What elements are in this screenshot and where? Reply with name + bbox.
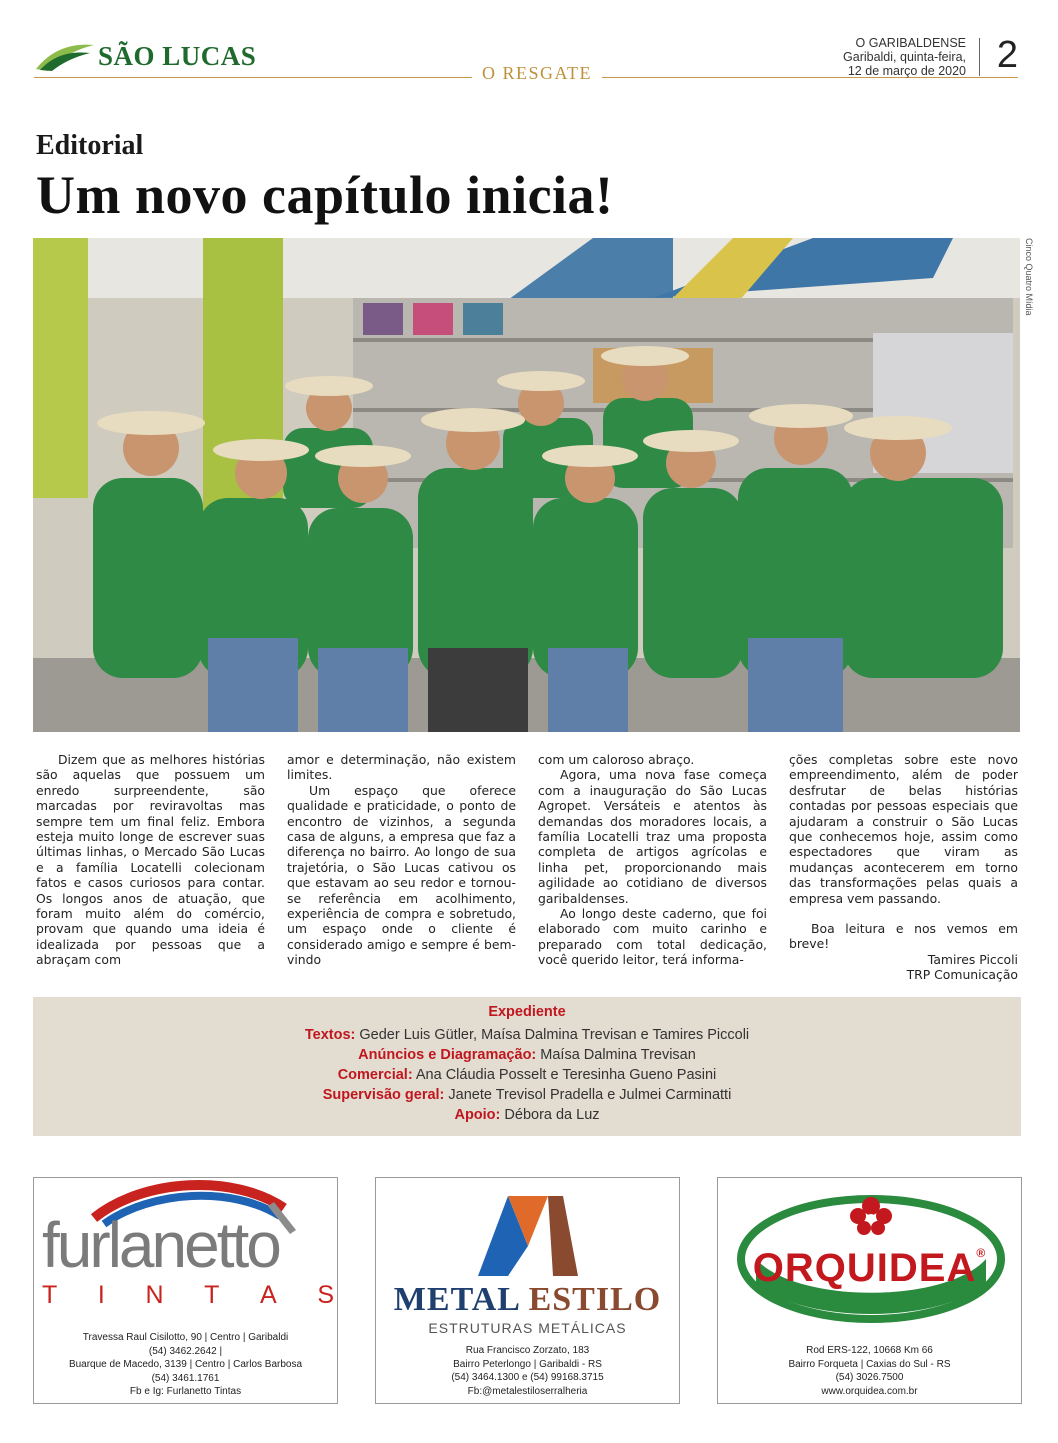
logo-letter: S: [317, 1281, 334, 1309]
ad-address: [376, 1344, 679, 1398]
article-body: [36, 752, 1021, 983]
paragraph: Dizem que as melhores histórias são aquelas que possuem um enredo surpreendente, são marcadas por reviravoltas mas sempre tem um final feliz. Embora esteja muito longe de escrever suas últimas linhas, o Mercado São Lucas e a família Locatelli colecionam fatos e casos curiosos para contar. Os longos anos de atuação, que foram muito além do comércio, provam que quando uma ideia é idealizada por pessoas que a abraçam com: [36, 752, 265, 968]
leaf-icon: [34, 39, 96, 73]
ad-furlanetto: [33, 1177, 338, 1404]
expediente-value: Geder Luis Gütler, Maísa Dalmina Trevisan e Tamires Piccoli: [355, 1027, 750, 1043]
column-2: [287, 752, 516, 983]
signature-name: Tamires Piccoli: [927, 951, 1018, 967]
expediente-row: [33, 1105, 1021, 1125]
kicker: Editorial: [36, 130, 144, 161]
sao-lucas-logo: [34, 36, 274, 76]
column-4: [789, 752, 1018, 983]
expediente-title: Expediente: [488, 1004, 566, 1020]
expediente-row: [33, 1065, 1021, 1085]
team-photo-illustration: [33, 238, 1020, 732]
page-number: 2: [996, 34, 1018, 76]
phone-line: (54) 3026.7500: [835, 1372, 904, 1384]
phone-line: (54) 3464.1300 e (54) 99168.3715: [451, 1372, 604, 1384]
expediente-row: [33, 1085, 1021, 1105]
social-line: Fb e Ig: Furlanetto Tintas: [129, 1386, 242, 1398]
ad-metal-estilo: [375, 1177, 680, 1404]
paragraph: com um caloroso abraço.: [538, 752, 695, 767]
orquidea-logo-text: [718, 1246, 1021, 1291]
expediente-label: Comercial:: [337, 1067, 413, 1083]
signature-org: TRP Comunicação: [906, 967, 1018, 983]
column-1: [36, 752, 265, 983]
expediente-value: Ana Cláudia Posselt e Teresinha Gueno Pasini: [412, 1067, 717, 1083]
photo-credit: [1022, 238, 1036, 358]
registered-mark: ®: [976, 1246, 987, 1260]
address-line: Rua Francisco Zorzato, 183: [465, 1345, 590, 1356]
logo-letter: N: [145, 1281, 164, 1309]
logo-letter: A: [260, 1281, 277, 1309]
date-line-2: 12 de março de 2020: [847, 64, 966, 78]
column-3: [538, 752, 767, 983]
social-line: Fb:@metalestiloserralheria: [467, 1385, 588, 1397]
ad-address: [34, 1331, 337, 1399]
furlanetto-logo-subtitle: [42, 1281, 334, 1310]
metal-estilo-logo-text: [376, 1281, 679, 1319]
furlanetto-logo-text: furlanetto: [42, 1209, 279, 1281]
paragraph: Ao longo deste caderno, que foi elaborado com muito carinho e preparado com total dedicação, você querido leitor, terá informa-: [538, 906, 767, 968]
metal-estilo-m-icon: [468, 1186, 588, 1286]
expediente-label: Supervisão geral:: [322, 1087, 445, 1103]
headline: Um novo capítulo inicia!: [36, 165, 614, 225]
newspaper-info: [843, 36, 966, 78]
expediente-row: [33, 1025, 1021, 1045]
expediente-label: Apoio:: [454, 1107, 501, 1123]
expediente-label: Anúncios e Diagramação:: [358, 1047, 537, 1063]
logo-letter: T: [204, 1281, 220, 1309]
brand-name: SÃO LUCAS: [98, 40, 257, 71]
paragraph: Um espaço que oferece qualidade e praticidade, o ponto de encontro de vizinhos, a segunda casa de alguns, a empresa que faz a diferença no bairro. Ao longo de sua trajetória, o São Lucas cativou os que estavam ao seu redor e tornou-se referência em acolhimento, experiência de compra e sobretudo, um espaço onde o cliente é considerado amigo e sempre é bem-vindo: [287, 782, 516, 968]
address-line: Rod ERS-122, 10668 Km 66: [806, 1345, 933, 1356]
expediente-value: Janete Trevisol Pradella e Julmei Carminatti: [444, 1087, 732, 1103]
logo-word: ORQUIDEA: [752, 1246, 977, 1290]
ad-orquidea: [717, 1177, 1022, 1404]
newspaper-name: O GARIBALDENSE: [855, 36, 966, 50]
expediente-row: [33, 1045, 1021, 1065]
paragraph: amor e determinação, não existem limites.: [287, 752, 516, 783]
ad-address: [718, 1344, 1021, 1398]
logo-word: ESTILO: [528, 1281, 662, 1318]
website-line: www.orquidea.com.br: [821, 1385, 918, 1397]
address-line: Bairro Forqueta | Caxias do Sul - RS: [788, 1358, 951, 1370]
paragraph: Agora, uma nova fase começa com a inauguração do São Lucas Agropet. Versáteis e atentos às demandas dos moradores locais, a família Locatelli traz uma proposta completa de artigos agrícolas e linha pet, proporcionando mais agilidade ao cotidiano de diversos garibaldenses.: [538, 767, 767, 906]
section-label: O RESGATE: [472, 63, 602, 84]
address-line: Buarque de Macedo, 3139 | Centro | Carlos Barbosa: [68, 1359, 303, 1371]
phone-line: (54) 3462.2642 |: [148, 1345, 223, 1357]
photo-credit-text: Cinco Quatro Mídia: [1024, 238, 1034, 316]
expediente-label: Textos:: [304, 1027, 356, 1043]
logo-letter: I: [97, 1281, 105, 1309]
logo-letter: T: [42, 1281, 58, 1309]
expediente-box: [33, 997, 1021, 1136]
logo-word: METAL: [393, 1281, 520, 1318]
address-line: Travessa Raul Cisilotto, 90 | Centro | Garibaldi: [82, 1332, 289, 1343]
date-line-1: Garibaldi, quinta-feira,: [843, 50, 966, 64]
closing-line: Boa leitura e nos vemos em breve!: [789, 921, 1018, 952]
paragraph: ções completas sobre este novo empreendimento, além de poder desfrutar de belas histórias contadas por pessoas especiais que ajudaram a construir o São Lucas que conhecemos hoje, assim como espectadores que viram as mudanças acontecerem em torno das transformações pelas quais a empresa vem passando.: [789, 752, 1018, 906]
page-divider: [979, 38, 980, 76]
address-line: Bairro Peterlongo | Garibaldi - RS: [453, 1358, 602, 1370]
expediente-value: Débora da Luz: [500, 1107, 600, 1123]
phone-line: (54) 3461.1761: [151, 1372, 220, 1384]
metal-estilo-subtitle: ESTRUTURAS METÁLICAS: [428, 1320, 627, 1336]
expediente-value: Maísa Dalmina Trevisan: [536, 1047, 696, 1063]
team-photo: [33, 238, 1020, 732]
